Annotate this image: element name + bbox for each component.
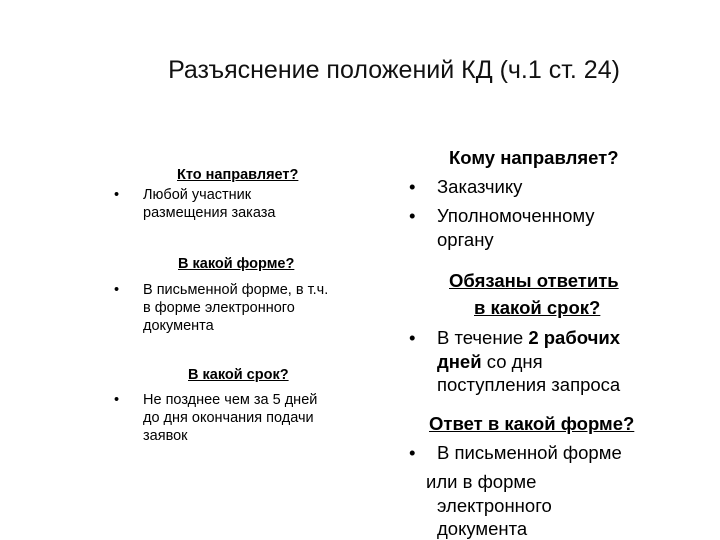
who-line-1: Любой участник: [143, 187, 252, 203]
form-line-3: документа: [143, 318, 214, 334]
answer-form-line-2: или в форме: [426, 471, 537, 492]
deadline-line-1: В течение 2 рабочих: [437, 327, 621, 348]
form-line-1: В письменной форме, в т.ч.: [143, 282, 329, 298]
bullet-icon: •: [114, 392, 120, 408]
term-heading: В какой срок?: [188, 367, 289, 383]
page-title: Разъяснение положений КД (ч.1 ст. 24): [168, 56, 620, 84]
to-whom-item-2-line-2: органу: [437, 229, 494, 250]
bullet-icon: •: [409, 176, 416, 197]
form-heading: В какой форме?: [178, 256, 295, 272]
to-whom-item-1: Заказчику: [437, 176, 523, 197]
deadline-heading-line-2: в какой срок?: [474, 297, 601, 318]
who-line-2: размещения заказа: [143, 205, 276, 221]
deadline-heading-line-1: Обязаны ответить: [449, 270, 619, 291]
bullet-icon: •: [409, 205, 416, 226]
answer-form-line-4: документа: [437, 518, 528, 539]
form-line-2: в форме электронного: [143, 300, 295, 316]
term-line-1: Не позднее чем за 5 дней: [143, 392, 318, 408]
term-line-3: заявок: [143, 428, 188, 444]
term-line-2: до дня окончания подачи: [143, 410, 314, 426]
bullet-icon: •: [409, 442, 416, 463]
deadline-line-2: дней со дня: [437, 351, 543, 372]
answer-form-heading: Ответ в какой форме?: [429, 413, 635, 434]
bullet-icon: •: [409, 327, 416, 348]
to-whom-heading: Кому направляет?: [449, 147, 619, 168]
to-whom-item-2-line-1: Уполномоченному: [437, 205, 595, 226]
deadline-line-3: поступления запроса: [437, 374, 621, 395]
answer-form-line-3: электронного: [437, 495, 552, 516]
answer-form-line-1: В письменной форме: [437, 442, 622, 463]
bullet-icon: •: [114, 187, 120, 203]
who-heading: Кто направляет?: [177, 167, 299, 183]
bullet-icon: •: [114, 282, 120, 298]
